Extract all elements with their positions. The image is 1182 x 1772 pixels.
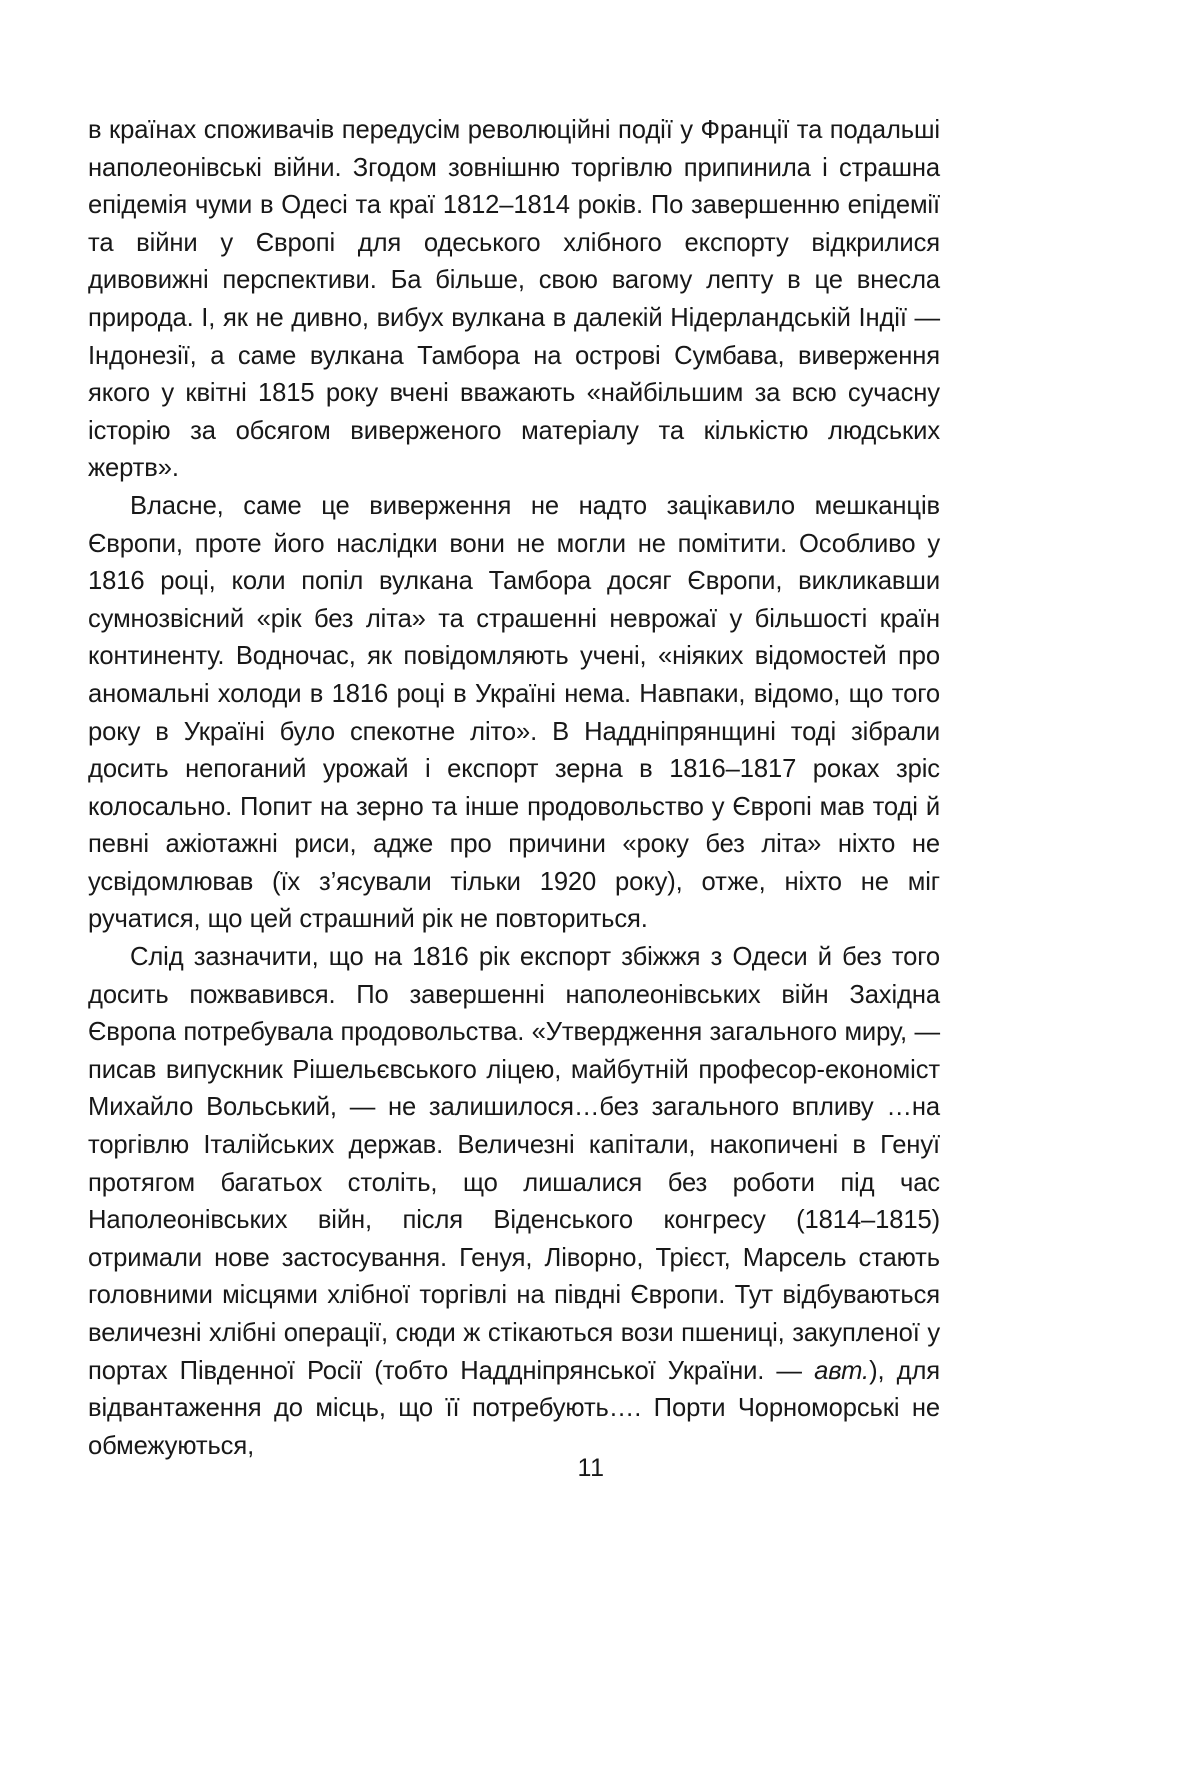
paragraph-3-segment-normal-1: Слід зазначити, що на 1816 рік експорт збіжжя з Одеси й без того досить пожвавився. По завершенні наполеонівських війн Західна Європа потребувала продовольства. «Утвердження загального миру, — писав випускник Рішельєвського ліцею, майбутній професор-економіст Михайло Вольський, — не залишилося…без загального впливу …на торгівлю Італійських держав. Величезні капітали, накопичені в Генуї протягом багатьох століть, що лишалися без роботи під час Наполеонівських війн, після Віденського конгресу (1814–1815) отримали нове застосування. Генуя, Ліворно, Трієст, Марсель стають головними місцями хлібної торгівлі на півдні Європи. Тут відбуваються величезні хлібні операції, сюди ж стікаються вози пшениці, закупленої у портах Південної Росії (тобто Наддніпрянської України. — [88, 943, 940, 1385]
paragraph-3 [88, 939, 940, 1465]
body-text-block [88, 112, 940, 1465]
paragraph-2: Власне, саме це виверження не надто зацікавило мешканців Європи, проте його наслідки вони не могли не помітити. Особливо у 1816 році, коли попіл вулкана Тамбора досяг Європи, викликавши сумнозвісний «рік без літа» та страшенні неврожаї у більшості країн континенту. Водночас, як повідомляють учені, «ніяких відомостей про аномальні холоди в 1816 році в Україні нема. Навпаки, відомо, що того року в Україні було спекотне літо». В Наддніпрянщині тоді зібрали досить непоганий урожай і експорт зерна в 1816–1817 роках зріс колосально. Попит на зерно та інше продовольство у Європі мав тоді й певні ажіотажні риси, адже про причини «року без літа» ніхто не усвідомлював (їх з’ясували тільки 1920 року), отже, ніхто не міг ручатися, що цей страшний рік не повториться. [88, 491, 940, 934]
paragraph-3-segment-italic-author-note: авт. [814, 1356, 870, 1385]
page-number: 11 [577, 1454, 605, 1482]
paragraph-1: в країнах споживачів передусім революційні події у Франції та подальші наполеонівські війни. Згодом зовнішню торгівлю припинила і страшна епідемія чуми в Одесі та краї 1812–1814 років. По завершенню епідемії та війни у Європі для одеського хлібного експорту відкрилися дивовижні перспективи. Ба більше, свою вагому лепту в це внесла природа. І, як не дивно, вибух вулкана в далекій Нідерландській Індії — Індонезії, а саме вулкана Тамбора на острові Сумбава, виверження якого у квітні 1815 року вчені вважають «найбільшим за всю сучасну історію за обсягом виверженого матеріалу та кількістю людських жертв». [88, 116, 940, 483]
paragraph-3-segment-normal-2: ), для відвантаження до місць, що її потребують…. Порти Чорноморські не обмежуються, [88, 1356, 940, 1460]
